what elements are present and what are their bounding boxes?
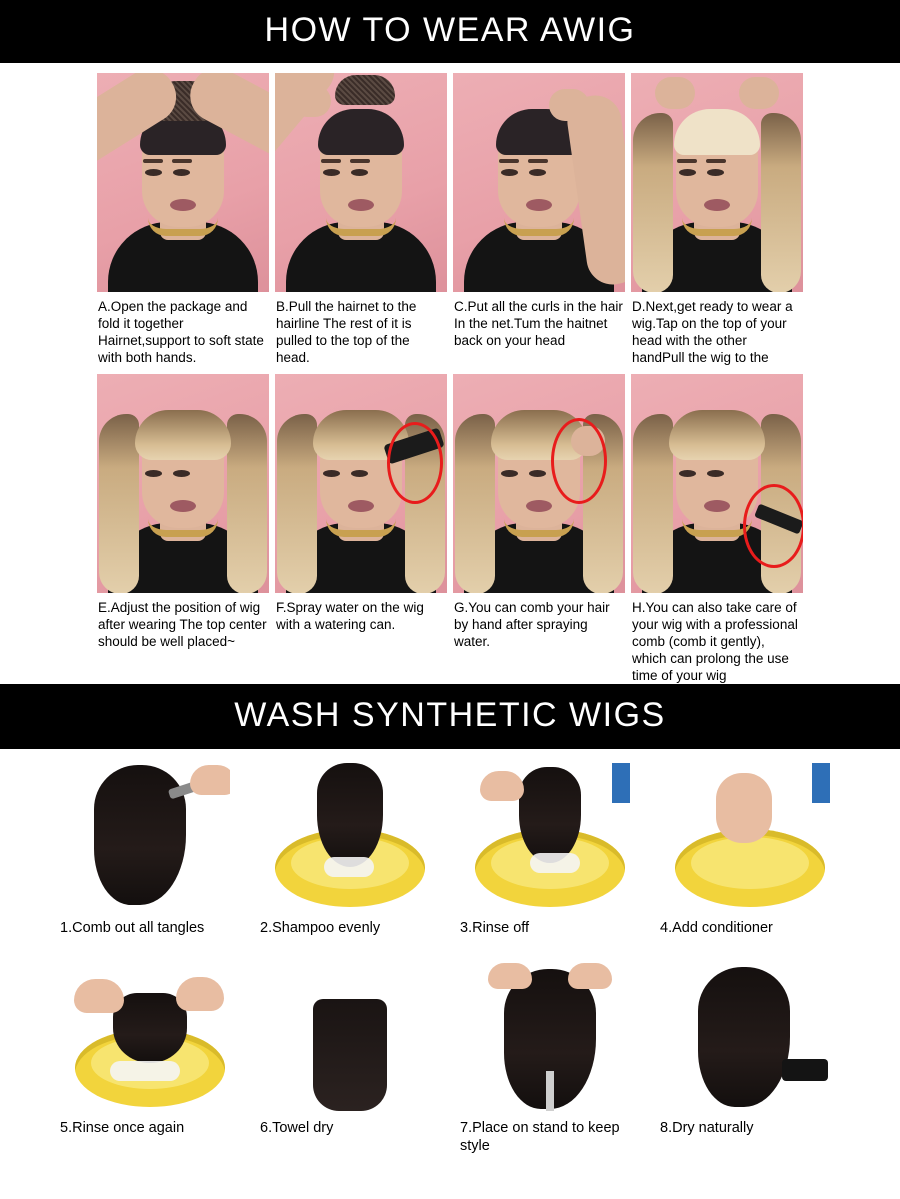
step-cell-b (275, 73, 447, 368)
eyebrow-right (350, 159, 370, 163)
step-caption-c: C.Put all the curls in the hair In the net.Tum the haitnet back on your head (454, 299, 623, 348)
step-caption-e: E.Adjust the position of wig after wearing The top center should be well placed~ (98, 600, 267, 649)
eye-right (529, 470, 546, 477)
hand-left (488, 963, 532, 989)
step-cell-e (97, 374, 269, 684)
step-image-a (97, 73, 269, 292)
step-caption-b: B.Pull the hairnet to the hairline The rest of it is pulled to the top of the head. (276, 299, 417, 365)
wash-image-3 (470, 763, 630, 911)
eye-right (707, 470, 724, 477)
wash-caption-1: 1.Comb out all tangles (60, 920, 205, 936)
eyebrow-left (143, 159, 163, 163)
step-caption-h: H.You can also take care of your wig with a professional comb (comb it gently), which can prolong the use time of your wig (632, 600, 798, 683)
wash-image-6 (270, 963, 430, 1111)
step-image-e (97, 374, 269, 593)
wash-cell-2 (252, 763, 448, 951)
eye-left (145, 169, 162, 176)
wig-bangs (135, 410, 231, 460)
wig-shape (113, 993, 187, 1063)
wash-image-7 (470, 963, 630, 1111)
water-foam (530, 853, 580, 873)
wash-caption-3: 3.Rinse off (460, 920, 530, 936)
step-image-d (631, 73, 803, 292)
wig-hair-left (455, 414, 495, 593)
eye-left (145, 470, 162, 477)
hand-left (74, 979, 124, 1013)
lips-shape (348, 199, 374, 211)
hand-right (176, 977, 224, 1011)
step-cell-d (631, 73, 803, 368)
section-2-banner: WASH SYNTHETIC WIGS (0, 684, 900, 749)
wig-stand (546, 1071, 554, 1111)
basin-inner (691, 837, 809, 889)
eyebrow-right (528, 159, 548, 163)
lips-shape (704, 500, 730, 512)
wash-caption-6: 6.Towel dry (260, 1120, 334, 1136)
wig-on-towel (313, 999, 387, 1111)
step-cell-c (453, 73, 625, 368)
wash-wigs-row-1 (0, 763, 900, 951)
step-image-g (453, 374, 625, 593)
wig-shape (698, 967, 790, 1107)
eye-left (679, 169, 696, 176)
necklace-shape (504, 218, 574, 236)
necklace-shape (682, 218, 752, 236)
how-to-wear-row-1 (0, 73, 900, 368)
wash-image-4 (670, 763, 830, 911)
step-cell-h (631, 374, 803, 684)
necklace-shape (326, 519, 396, 537)
lips-shape (704, 199, 730, 211)
eyebrow-right (706, 159, 726, 163)
wash-caption-7: 7.Place on stand to keep style (460, 1120, 620, 1154)
hand-right (549, 89, 589, 121)
hand-left (655, 77, 695, 109)
wig-shape (94, 765, 186, 905)
eyebrow-right (172, 159, 192, 163)
eye-left (501, 470, 518, 477)
step-cell-g (453, 374, 625, 684)
hair-dryer-icon (782, 1059, 828, 1081)
background-strip (812, 763, 830, 803)
step-caption-d: D.Next,get ready to wear a wig.Tap on the top of your head with the other handPull the wig to the (632, 299, 793, 365)
wig-hair-right (227, 414, 267, 593)
eye-right (529, 169, 546, 176)
hand-right (739, 77, 779, 109)
wash-caption-2: 2.Shampoo evenly (260, 920, 381, 936)
rinse-foam (110, 1061, 180, 1081)
wash-cell-7 (452, 963, 648, 1155)
eye-left (323, 169, 340, 176)
wash-cell-4 (652, 763, 848, 951)
wash-image-8 (670, 963, 830, 1111)
hand-shape (190, 765, 230, 795)
eye-right (351, 169, 368, 176)
wash-cell-3 (452, 763, 648, 951)
wig-hair-left (277, 414, 317, 593)
wash-cell-1 (52, 763, 248, 951)
wash-wigs-section (0, 749, 900, 1155)
background-strip (612, 763, 630, 803)
necklace-shape (148, 519, 218, 537)
hand-shape (480, 771, 524, 801)
how-to-wear-section (0, 63, 900, 684)
wig-shape (519, 767, 581, 863)
hairnet-top (335, 75, 395, 105)
lips-shape (170, 199, 196, 211)
wash-wigs-row-2 (0, 963, 900, 1155)
eye-left (679, 470, 696, 477)
wash-cell-6 (252, 963, 448, 1155)
hand-adding-conditioner (716, 773, 772, 843)
necklace-shape (504, 519, 574, 537)
wash-image-2 (270, 763, 430, 911)
necklace-shape (326, 218, 396, 236)
eyebrow-left (499, 159, 519, 163)
eye-right (351, 470, 368, 477)
wig-shape (317, 763, 383, 867)
hand-right (568, 963, 612, 989)
wash-cell-5 (52, 963, 248, 1155)
step-cell-f (275, 374, 447, 684)
eye-right (173, 169, 190, 176)
step-cell-a (97, 73, 269, 368)
step-image-c (453, 73, 625, 292)
how-to-wear-row-2 (0, 374, 900, 684)
lips-shape (170, 500, 196, 512)
wash-caption-4: 4.Add conditioner (660, 920, 773, 936)
eye-right (173, 470, 190, 477)
step-caption-a: A.Open the package and fold it together Hairnet,support to soft state with both hands. (98, 299, 264, 365)
wig-bangs (669, 410, 765, 460)
eye-right (707, 169, 724, 176)
eyebrow-left (677, 159, 697, 163)
wig-hair-right (761, 113, 801, 292)
step-image-h (631, 374, 803, 593)
necklace-shape (148, 218, 218, 236)
highlight-circle (551, 418, 607, 504)
step-caption-f: F.Spray water on the wig with a watering can. (276, 600, 424, 632)
wash-image-5 (70, 963, 230, 1111)
lips-shape (348, 500, 374, 512)
wash-caption-5: 5.Rinse once again (60, 1120, 185, 1136)
step-caption-g: G.You can comb your hair by hand after spraying water. (454, 600, 610, 649)
shampoo-foam (324, 857, 374, 877)
wig-hair-left (633, 414, 673, 593)
highlight-circle (387, 422, 443, 504)
wash-caption-8: 8.Dry naturally (660, 1120, 754, 1136)
highlight-circle (743, 484, 803, 568)
section-1-banner: HOW TO WEAR AWIG (0, 0, 900, 63)
lips-shape (526, 500, 552, 512)
eyebrow-left (321, 159, 341, 163)
lips-shape (526, 199, 552, 211)
step-image-b (275, 73, 447, 292)
wig-hair-left (99, 414, 139, 593)
eye-left (323, 470, 340, 477)
wig-hair-left (633, 113, 673, 292)
wash-image-1 (70, 763, 230, 911)
eye-left (501, 169, 518, 176)
step-image-f (275, 374, 447, 593)
wash-cell-8 (652, 963, 848, 1155)
necklace-shape (682, 519, 752, 537)
